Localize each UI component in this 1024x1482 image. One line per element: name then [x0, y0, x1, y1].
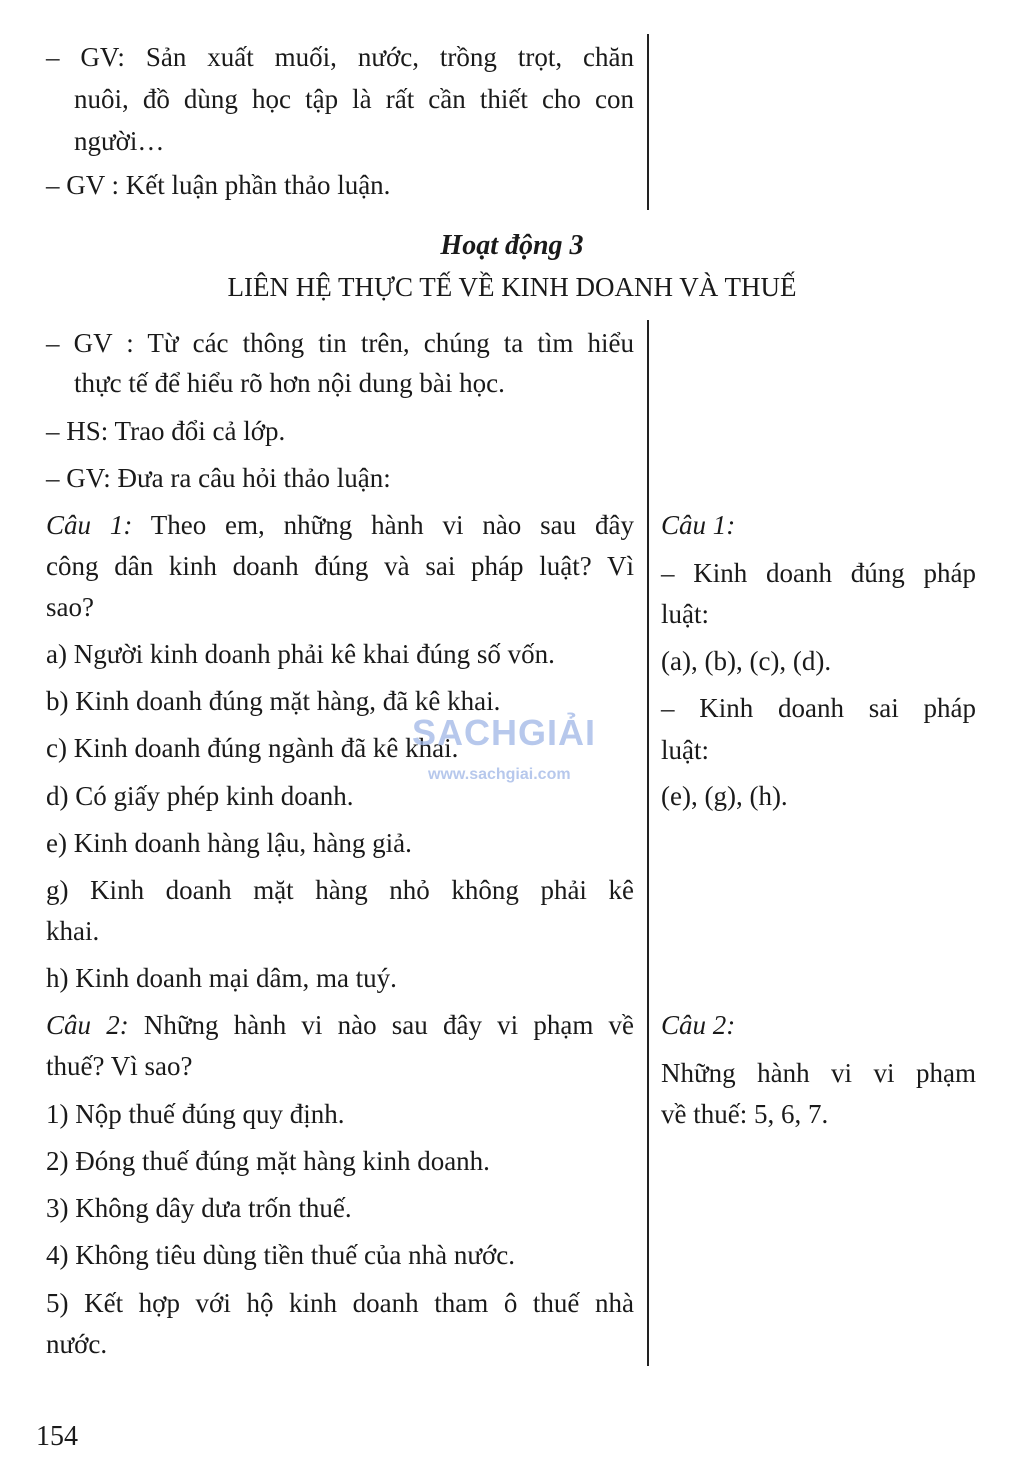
top-line-3: người… [74, 126, 165, 156]
question-1-item-g: g) Kinh doanh mặt hàng nhỏ không phải kê [46, 875, 634, 905]
question-1-item-g-cont: khai. [46, 916, 100, 946]
gv-question-line: – GV: Đưa ra câu hỏi thảo luận: [46, 463, 391, 493]
answer-1-line-1: – Kinh doanh đúng pháp [661, 558, 976, 588]
answer-2-line-2: về thuế: 5, 6, 7. [661, 1099, 829, 1129]
question-2-item-5: 5) Kết hợp với hộ kinh doanh tham ô thuế nhà [46, 1288, 634, 1318]
column-divider-top [647, 34, 649, 210]
question-1-item-h: h) Kinh doanh mại dâm, ma tuý. [46, 963, 397, 993]
activity-heading: LIÊN HỆ THỰC TẾ VỀ KINH DOANH VÀ THUẾ [227, 272, 797, 302]
watermark [412, 712, 612, 792]
question-2-text: Những hành vi nào sau đây vi phạm về [128, 1010, 634, 1040]
question-2-item-4: 4) Không tiêu dùng tiền thuế của nhà nước. [46, 1240, 516, 1270]
question-1-item-e: e) Kinh doanh hàng lậu, hàng giả. [46, 828, 412, 858]
gv-intro-line-2: thực tế để hiểu rõ hơn nội dung bài học. [74, 368, 505, 398]
answer-1-line-5: luật: [661, 735, 709, 765]
question-2-item-3: 3) Không dây dưa trốn thuế. [46, 1193, 352, 1223]
question-1-line-3: sao? [46, 592, 94, 622]
answer-1-line-2: luật: [661, 599, 709, 629]
watermark-url: www.sachgiai.com [428, 766, 571, 783]
question-2-line-1 [46, 1012, 634, 1039]
watermark-brand: SACHGIẢI [412, 712, 597, 753]
answer-1-line-4: – Kinh doanh sai pháp [661, 693, 976, 723]
gv-intro-line-1: – GV : Từ các thông tin trên, chúng ta tìm hiểu [46, 328, 634, 358]
question-2-item-2: 2) Đóng thuế đúng mặt hàng kinh doanh. [46, 1146, 490, 1176]
question-1-text: Theo em, những hành vi nào sau đây [132, 510, 634, 540]
activity-title: Hoạt động 3 [440, 230, 584, 261]
question-1-label: Câu 1: [46, 510, 133, 540]
top-line-4: – GV : Kết luận phần thảo luận. [46, 170, 391, 200]
question-1-line-1 [46, 512, 634, 539]
top-line-1: – GV: Sản xuất muối, nước, trồng trọt, chăn [46, 42, 634, 72]
question-1-line-2: công dân kinh doanh đúng và sai pháp luật? Vì [46, 551, 634, 581]
question-1-item-d: d) Có giấy phép kinh doanh. [46, 781, 354, 811]
answer-2-line-1: Những hành vi vi phạm [661, 1058, 976, 1088]
top-line-2: nuôi, đồ dùng học tập là rất cần thiết cho con [74, 84, 634, 114]
column-divider-main [647, 320, 649, 1366]
answer-1-label: Câu 1: [661, 510, 736, 540]
question-1-item-c: c) Kinh doanh đúng ngành đã kê khai. [46, 733, 459, 763]
question-2-line-2: thuế? Vì sao? [46, 1051, 193, 1081]
question-2-item-1: 1) Nộp thuế đúng quy định. [46, 1099, 345, 1129]
question-2-item-5-cont: nước. [46, 1329, 108, 1359]
page-number: 154 [36, 1421, 78, 1452]
question-2-label: Câu 2: [46, 1010, 129, 1040]
question-1-item-a: a) Người kinh doanh phải kê khai đúng số vốn. [46, 639, 555, 669]
question-1-item-b: b) Kinh doanh đúng mặt hàng, đã kê khai. [46, 686, 501, 716]
answer-1-line-6: (e), (g), (h). [661, 781, 788, 811]
answer-1-line-3: (a), (b), (c), (d). [661, 646, 832, 676]
hs-line: – HS: Trao đổi cả lớp. [46, 416, 286, 446]
answer-2-label: Câu 2: [661, 1010, 736, 1040]
